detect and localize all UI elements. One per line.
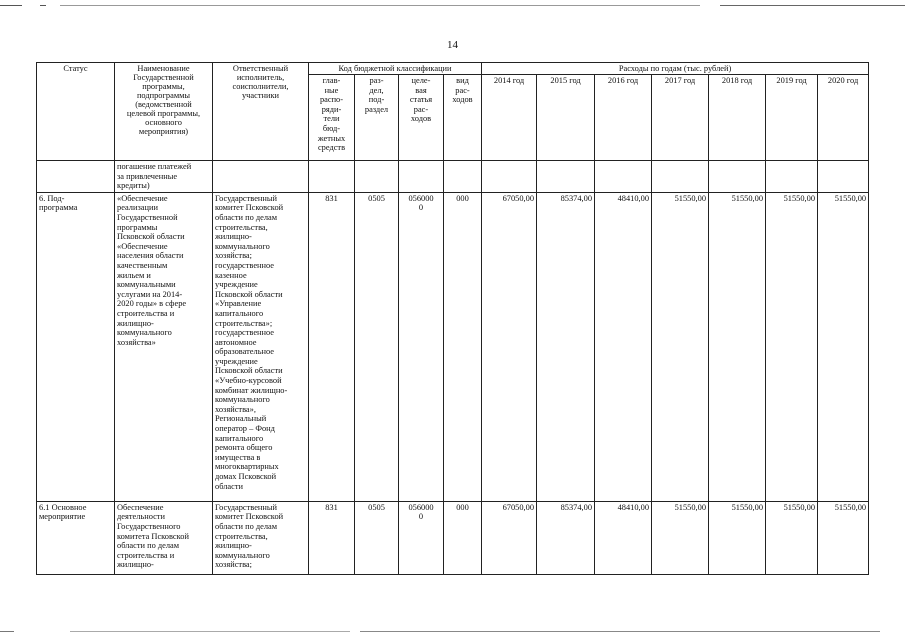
row-responsible bbox=[213, 161, 309, 193]
row-value-2019: 51550,00 bbox=[766, 501, 818, 574]
row-value-2020: 51550,00 bbox=[818, 501, 869, 574]
row-target bbox=[399, 161, 444, 193]
header-expenses-group: Расходы по годам (тыс. рублей) bbox=[482, 63, 869, 75]
row-name: «Обеспечение реализации Государственной программы Псковской области «Обеспечение населения области качественным жильем и коммунальными услугами на 2014- 2020 годы» в сфере строительства и жилищно- коммунального хозяйства» bbox=[115, 192, 213, 501]
row-responsible: Государственный комитет Псковской области по делам строительства, жилищно- коммунального хозяйства; государственное казенное учреждение Псковской области «Управление капитального строительства»; государственное автономное образовательное учреждение Псковской области «Учебно-курсовой комбинат жилищно- коммунального хозяйства», Региональный оператор – Фонд капитального ремонта общего имущества в многоквартирных домах Псковской области bbox=[213, 192, 309, 501]
row-type: 000 bbox=[444, 501, 482, 574]
header-grbs: глав- ные распо- ряди- тели бюд- жетных средств bbox=[309, 75, 355, 161]
header-year-2015: 2015 год bbox=[537, 75, 595, 161]
row-value-2018: 51550,00 bbox=[709, 501, 766, 574]
page-number: 14 bbox=[447, 39, 458, 51]
header-target: целе- вая статья рас- ходов bbox=[399, 75, 444, 161]
table-row bbox=[37, 501, 869, 574]
row-type: 000 bbox=[444, 192, 482, 501]
row-section: 0505 bbox=[355, 192, 399, 501]
row-status: 6. Под- программа bbox=[37, 192, 115, 501]
header-section: раз- дел, под- раздел bbox=[355, 75, 399, 161]
row-name: Обеспечение деятельности Государственного комитета Псковской области по делам строительства и жилищно- bbox=[115, 501, 213, 574]
table-row bbox=[37, 161, 869, 193]
row-grbs: 831 bbox=[309, 192, 355, 501]
row-status bbox=[37, 161, 115, 193]
row-value-2018 bbox=[709, 161, 766, 193]
row-value-2014: 67050,00 bbox=[482, 192, 537, 501]
header-responsible: Ответственный исполнитель, соисполнители, участники bbox=[213, 63, 309, 161]
table-row bbox=[37, 192, 869, 501]
row-value-2019: 51550,00 bbox=[766, 192, 818, 501]
row-value-2016: 48410,00 bbox=[595, 192, 652, 501]
header-row-top bbox=[37, 63, 869, 75]
row-target: 056000 0 bbox=[399, 501, 444, 574]
budget-table bbox=[36, 62, 869, 575]
row-value-2016 bbox=[595, 161, 652, 193]
row-name: погашение платежей за привлеченные кредиты) bbox=[115, 161, 213, 193]
row-value-2020 bbox=[818, 161, 869, 193]
header-budget-code-group: Код бюджетной классификации bbox=[309, 63, 482, 75]
row-value-2016: 48410,00 bbox=[595, 501, 652, 574]
row-value-2019 bbox=[766, 161, 818, 193]
row-value-2015: 85374,00 bbox=[537, 192, 595, 501]
row-section: 0505 bbox=[355, 501, 399, 574]
header-type: вид рас- ходов bbox=[444, 75, 482, 161]
row-grbs bbox=[309, 161, 355, 193]
row-section bbox=[355, 161, 399, 193]
row-value-2015: 85374,00 bbox=[537, 501, 595, 574]
row-target: 056000 0 bbox=[399, 192, 444, 501]
row-value-2017: 51550,00 bbox=[652, 192, 709, 501]
row-grbs: 831 bbox=[309, 501, 355, 574]
row-value-2017: 51550,00 bbox=[652, 501, 709, 574]
row-type bbox=[444, 161, 482, 193]
scan-artifact-bottom bbox=[0, 630, 905, 634]
row-responsible: Государственный комитет Псковской области по делам строительства, жилищно- коммунального хозяйства; bbox=[213, 501, 309, 574]
header-status: Статус bbox=[37, 63, 115, 161]
header-year-2016: 2016 год bbox=[595, 75, 652, 161]
row-value-2020: 51550,00 bbox=[818, 192, 869, 501]
row-value-2014: 67050,00 bbox=[482, 501, 537, 574]
scan-artifact-top bbox=[0, 3, 905, 9]
row-value-2015 bbox=[537, 161, 595, 193]
row-status: 6.1 Основное мероприятие bbox=[37, 501, 115, 574]
header-year-2020: 2020 год bbox=[818, 75, 869, 161]
header-year-2018: 2018 год bbox=[709, 75, 766, 161]
row-value-2017 bbox=[652, 161, 709, 193]
row-value-2018: 51550,00 bbox=[709, 192, 766, 501]
header-year-2017: 2017 год bbox=[652, 75, 709, 161]
row-value-2014 bbox=[482, 161, 537, 193]
header-year-2014: 2014 год bbox=[482, 75, 537, 161]
header-name: Наименование Государственной программы, подпрограммы (ведомственной целевой программы, основного мероприятия) bbox=[115, 63, 213, 161]
header-year-2019: 2019 год bbox=[766, 75, 818, 161]
